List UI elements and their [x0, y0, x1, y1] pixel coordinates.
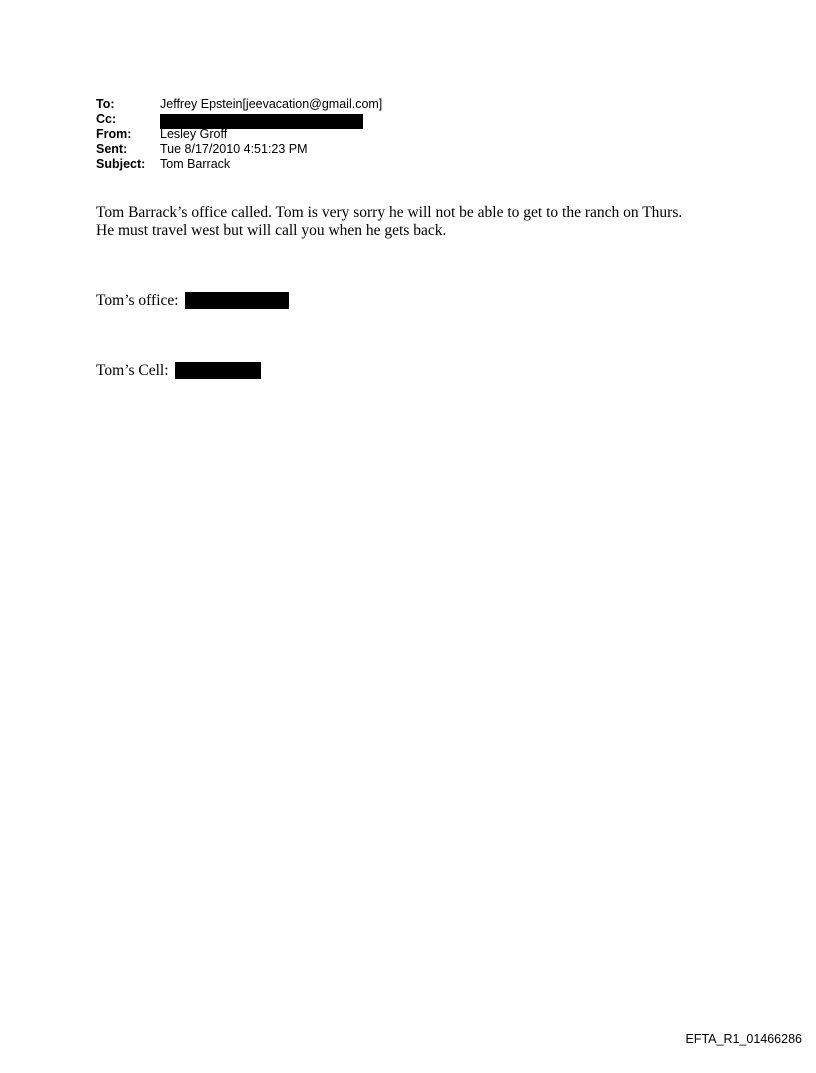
to-label: To:	[96, 97, 115, 111]
cell-label: Tom’s Cell:	[96, 362, 169, 379]
sent-row	[96, 142, 382, 157]
sent-value: Tue 8/17/2010 4:51:23 PM	[160, 142, 308, 156]
subject-label: Subject:	[96, 157, 146, 171]
from-row	[96, 127, 382, 142]
message-line-1: Tom Barrack’s office called. Tom is very sorry he will not be able to get to the ranch on Thurs.	[96, 204, 683, 221]
cell-phone-redaction	[175, 362, 261, 379]
office-phone-redaction	[185, 292, 289, 309]
from-value: Lesley Groff	[160, 127, 228, 141]
message-line-2: He must travel west but will call you when he gets back.	[96, 222, 447, 239]
office-phone-line	[96, 292, 289, 310]
cc-label: Cc:	[96, 112, 117, 126]
from-label: From:	[96, 127, 132, 141]
email-header	[96, 97, 382, 172]
office-label: Tom’s office:	[96, 292, 179, 309]
to-value: Jeffrey Epstein[jeevacation@gmail.com]	[160, 97, 383, 111]
subject-row	[96, 157, 382, 172]
to-row	[96, 97, 382, 112]
message-body	[96, 204, 682, 240]
sent-label: Sent:	[96, 142, 128, 156]
document-id: EFTA_R1_01466286	[685, 1032, 802, 1046]
cell-phone-line	[96, 362, 261, 380]
cc-row	[96, 112, 382, 127]
subject-value: Tom Barrack	[160, 157, 231, 171]
